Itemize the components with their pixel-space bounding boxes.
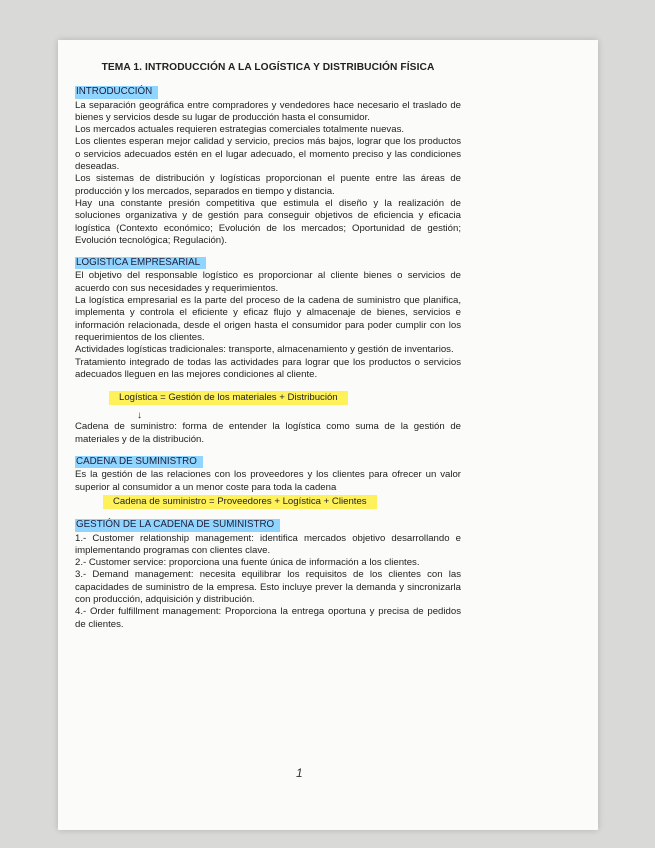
paragraph: Cadena de suministro: forma de entender la logística como suma de la gestión de materiales y de la distribución. <box>75 421 461 445</box>
document-content <box>75 62 461 641</box>
paragraph: El objetivo del responsable logístico es proporcionar al cliente bienes o servicios de acuerdo con sus necesidades y requerimientos. <box>75 270 461 294</box>
paragraph: La logística empresarial es la parte del proceso de la cadena de suministro que planifica, implementa y controla el eficiente y eficaz flujo y almacenaje de bienes, servicios e información relacionada, desde el origen hasta el consumidor para poder cumplir con los requerimientos de los clientes. <box>75 295 461 343</box>
section-introduccion <box>75 86 461 247</box>
section-gestion-cadena <box>75 519 461 631</box>
list-item: 2.- Customer service: proporciona una fuente única de información a los clientes. <box>75 557 420 569</box>
section-heading: LOGISTICA EMPRESARIAL <box>75 257 206 269</box>
paragraph: Los clientes esperan mejor calidad y servicio, precios más bajos, lograr que los productos o servicios adecuados estén en el lugar adecuado, el momento preciso y las condiciones deseadas. <box>75 136 461 173</box>
page-number: 1 <box>296 766 303 780</box>
paragraph: Es la gestión de las relaciones con los proveedores y los clientes para ofrecer un valor superior al consumidor a un menor coste para toda la cadena <box>75 469 461 493</box>
paragraph: La separación geográfica entre compradores y vendedores hace necesario el traslado de bienes y servicios desde su lugar de producción hasta el consumidor. <box>75 99 461 123</box>
formula-cadena: Cadena de suministro = Proveedores + Logística + Clientes <box>103 495 377 509</box>
formula-logistica: Logística = Gestión de los materiales + Distribución <box>109 391 348 405</box>
section-logistica-empresarial <box>75 257 461 446</box>
section-cadena-suministro <box>75 456 461 509</box>
section-heading: INTRODUCCIÓN <box>75 86 158 98</box>
paragraph: Los sistemas de distribución y logísticas proporcionan el puente entre las áreas de producción y los mercados, separados en tiempo y distancia. <box>75 173 461 197</box>
paragraph: Hay una constante presión competitiva que estimula el diseño y la realización de soluciones organizativa y de gestión para conseguir objetivos de eficiencia y eficacia logística (Contexto económico; Evolución de los mercados; Oportunidad de gestión; Evolución tecnológica; Regulación). <box>75 197 461 246</box>
list-item: 3.- Demand management: necesita equilibrar los requisitos de los clientes con las capacidades de suministro de la empresa. Esto incluye prever la demanda y sincronizarla con producción, adquisición y distribución. <box>75 569 461 605</box>
paragraph: Tratamiento integrado de todas las actividades para lograr que los productos o servicios adecuados lleguen en las mejores condiciones al cliente. <box>75 356 461 380</box>
paragraph: Los mercados actuales requieren estrategias comerciales totalmente nuevas. <box>75 124 405 136</box>
document-title: TEMA 1. INTRODUCCIÓN A LA LOGÍSTICA Y DISTRIBUCIÓN FÍSICA <box>101 62 435 73</box>
list-item: 1.- Customer relationship management: identifica mercados objetivo desarrollando e implementando programas con clientes clave. <box>75 532 461 556</box>
paragraph: Actividades logísticas tradicionales: transporte, almacenamiento y gestión de inventarios. <box>75 344 454 356</box>
arrow-down: ↓ <box>137 410 142 422</box>
list-item: 4.- Order fulfillment management: Proporciona la entrega oportuna y precisa de pedidos de clientes. <box>75 606 461 630</box>
section-heading: CADENA DE SUMINISTRO <box>75 456 203 468</box>
section-heading: GESTIÓN DE LA CADENA DE SUMINISTRO <box>75 519 280 531</box>
